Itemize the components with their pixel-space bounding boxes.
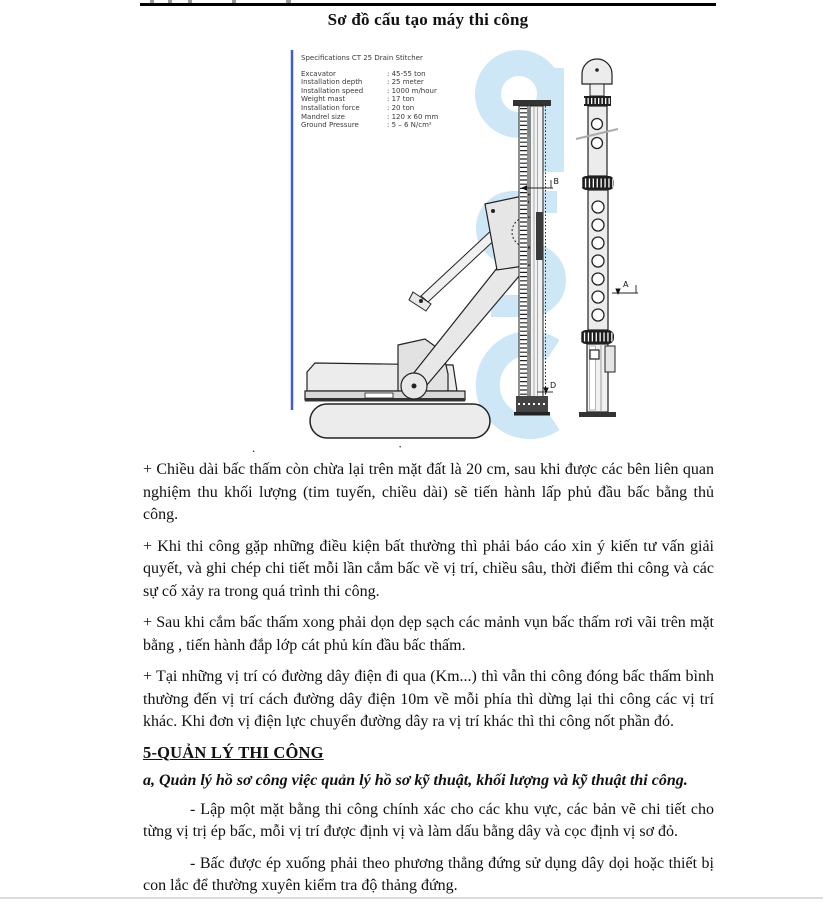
page-top-rule <box>140 3 716 6</box>
spec-label: Installation speed <box>301 86 364 95</box>
spec-value: : 120 x 60 mm <box>387 112 439 121</box>
specifications-block <box>301 54 516 130</box>
drain-lance-illustration <box>576 59 618 417</box>
document-body <box>143 459 714 907</box>
caption-mark: . <box>252 440 256 455</box>
paragraph: - Bấc được ép xuống phải theo phương thẳng đứng sử dụng dây dọi hoặc thiết bị con lắc để thường xuyên kiểm tra độ thảng đứng. <box>143 854 714 894</box>
spec-label: Installation depth <box>301 78 363 87</box>
paragraph: + Khi thi công gặp những điều kiện bất thường thì phải báo cáo xin ý kiến tư vấn giải quyết, và ghi chép chi tiết mỗi lần cắm bấc về vị trí, chiều sâu, thời điểm thi công và các sự cố xảy ra trong quá trình thi công. <box>143 537 714 600</box>
section-heading: 5-QUẢN LÝ THI CÔNG <box>143 742 324 762</box>
spec-label: Installation force <box>301 103 360 112</box>
paragraph: - Lập một mặt bằng thi công chính xác cho các khu vực, các bản vẽ chi tiết cho từng vị trị ép bấc, mỗi vị trí được định vị và làm dấu bằng dây và cọc định vị sơ đỏ. <box>143 800 714 840</box>
page-title: Sơ đồ cấu tạo máy thi công <box>327 10 529 29</box>
spec-label: Ground Pressure <box>301 121 359 130</box>
page-boundary-line <box>0 897 823 899</box>
spec-row <box>301 95 516 104</box>
spec-label: Mandrel size <box>301 112 345 121</box>
spec-row <box>301 113 516 122</box>
spec-value: : 45-55 ton <box>387 69 426 78</box>
spec-label: Excavator <box>301 69 336 78</box>
caption-mark: · <box>398 439 403 454</box>
machine-diagram-figure <box>285 44 645 448</box>
svg-text:B: B <box>553 177 559 186</box>
spec-row <box>301 78 516 87</box>
paragraph: + Chiều dài bấc thấm còn chừa lại trên mặt đất là 20 cm, sau khi được các bên liên quan nghiệm thu khối lượng (tim tuyến, chiều dài) sẽ tiến hành lấp phủ đầu bấc bằng thủ công. <box>143 461 714 523</box>
spec-value: : 5 – 6 N/cm² <box>387 121 432 130</box>
spec-row <box>301 87 516 96</box>
spec-row <box>301 104 516 113</box>
spec-row <box>301 70 516 79</box>
spec-row <box>301 121 516 130</box>
spec-value: : 20 ton <box>387 103 415 112</box>
section-subheading: a, Quản lý hồ sơ công việc quản lý hồ sơ kỹ thuật, khối lượng và kỹ thuật thi công. <box>143 771 688 789</box>
callout-a <box>612 280 638 295</box>
svg-text:D: D <box>550 381 557 390</box>
svg-text:A: A <box>623 280 629 289</box>
specifications-title: Specifications CT 25 Drain Stitcher <box>301 54 423 62</box>
spec-value: : 1000 m/hour <box>387 86 437 95</box>
spec-value: : 25 meter <box>387 78 424 87</box>
spec-label: Weight mast <box>301 95 346 104</box>
paragraph: + Tại những vị trí có đường dây điện đi qua (Km...) thì vẫn thi công đóng bấc thấm bình thường đến vị trí cách đường dây điện 10m về mỗi phía thì dừng lại thi công các vị trí khác. Khi đơn vị điện lực chuyển đường dây ra vị trí khác thì thi công nốt phần đó. <box>143 668 714 730</box>
spec-value: : 17 ton <box>387 95 415 104</box>
paragraph: + Sau khi cắm bấc thấm xong phải dọn dẹp sạch các mảnh vụn bấc thấm rơi vãi trên mặt bằng , tiến hành đắp lớp cát phủ kín đầu bấc thấm. <box>143 614 714 654</box>
